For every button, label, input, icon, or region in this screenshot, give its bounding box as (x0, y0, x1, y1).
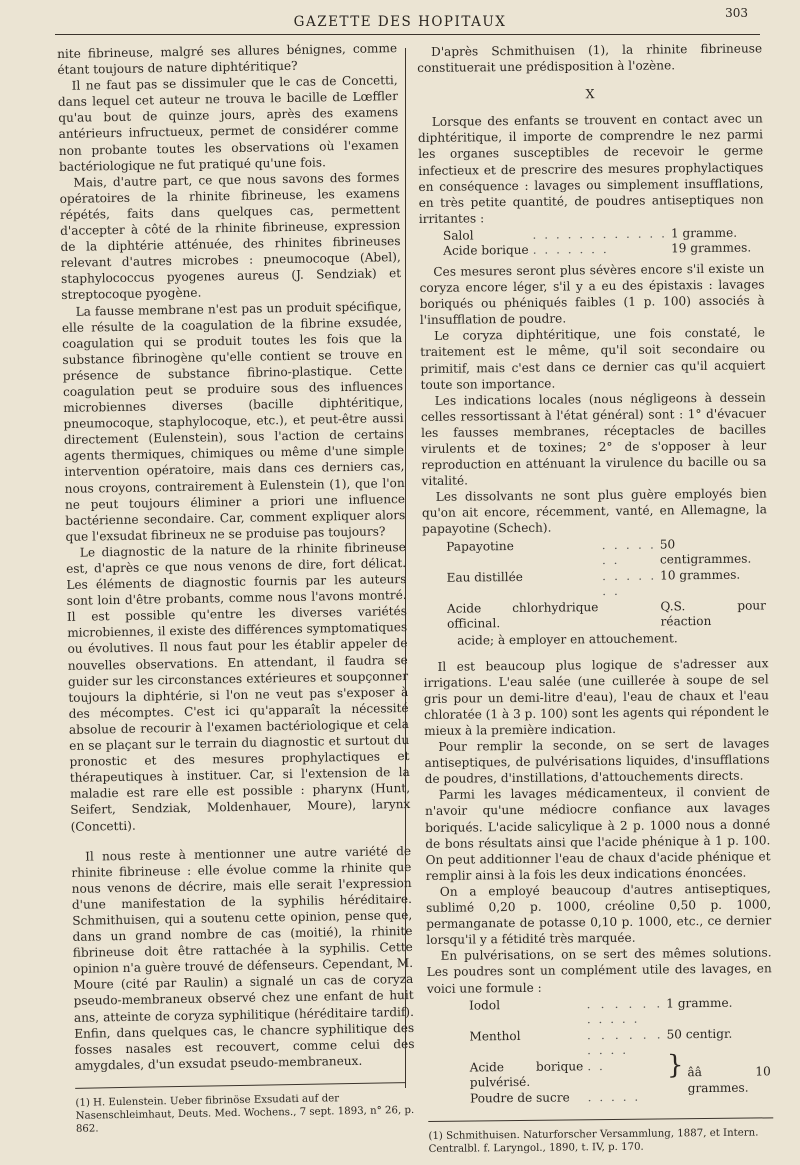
formula-table (444, 536, 768, 632)
paragraph: En pulvérisations, on se sert des mêmes solutions. Les poudres sont un complément utile des lavages, en voici une formule : (426, 945, 772, 996)
leader-dots: . . . . . . . . . . . (586, 996, 663, 1027)
paragraph: Pour remplir la seconde, on se sert de lavages antiseptiques, de pulvérisations liquides, d'insufflations de poudres, d'instillations, d'attouchements directs. (424, 736, 770, 787)
ingredient: Acide borique pulvérisé. (469, 1058, 584, 1090)
shared-quantity: ââ 10 grammes. (687, 1064, 771, 1096)
formula-row (444, 536, 767, 570)
formula-row (467, 995, 772, 1029)
paragraph: Les indications locales (nous négligeons à dessein celles ressortissant à l'état général) sont : 1° d'évacuer les fausses membranes, réceptacles de bacilles virulents et de toxines; 2° de s'opposer à leur reproduction en atténuant la virulence du bacille ou sa vitalité. (420, 390, 767, 489)
journal-title: GAZETTE DES HOPITAUX (293, 14, 507, 30)
quantity: 10 grammes. (660, 567, 741, 583)
formula-row (445, 598, 768, 632)
paragraph: Le diagnostic de la nature de la rhinite fibrineuse est, d'après ce que nous venons de dire, fort délicat. Les éléments de diagnostic fournis par les auteurs sont loin d'être probants, comme nous l'avons montré. Il est possible qu'entre les diverses variétés microbiennes, il existe des différences symptomatiques ou évolutives. Il nous faut pour les établir appeler de nouvelles observations. En attendant, il faudra se guider sur les circonstances extérieures et soupçonner toujours la diphtérie, si l'on ne veut pas s'exposer à des mécomptes. C'est ici qu'apparaît la nécessité absolue de recourir à l'examen bactériologique et cela en se plaçant sur le terrain du diagnostic et surtout du pronostic et des mesures prophylactiques et thérapeutiques à instituer. Car, si l'extension de la maladie est rare elle est possible : pharynx (Hunt, Seifert, Sendziak, Moldenhauer, Moure), larynx (Concetti). (66, 539, 411, 834)
formula-row (445, 567, 768, 601)
ingredient: Menthol (469, 1028, 521, 1044)
page-number: 303 (725, 6, 748, 20)
formula-row (467, 1026, 772, 1060)
quantity: 1 gramme. (666, 995, 733, 1011)
footnote: (1) H. Eulenstein. Ueber fibrinöse Exsudati auf der Nasenschleimhaut, Deuts. Med. Wochens., 7 sept. 1893, n° 26, p. 862. (75, 1093, 415, 1135)
paragraph: nite fibrineuse, malgré ses allures bénignes, comme étant toujours de nature diphtéritique? (57, 41, 398, 78)
formula-row (468, 1057, 773, 1091)
ingredient: Iodol (468, 997, 501, 1013)
left-column (57, 40, 416, 1136)
paragraph: D'après Schmithuisen (1), la rhinite fibrineuse constituerait une prédisposition à l'ozène. (417, 41, 763, 76)
leader-dots: . . . . . . . (532, 242, 609, 258)
leader-dots: . . (587, 1058, 605, 1073)
paragraph: Parmi les lavages médicamenteux, il convient de n'avoir qu'une médiocre confiance aux lavages boriqués. L'acide salicylique à 2 p. 1000 nous a donné de bons résultats ainsi que l'acide phénique à 1 p. 100. On peut additionner l'eau de chaux d'acide phénique et remplir ainsi à la fois les deux indications énoncées. (424, 784, 771, 883)
header-rule (55, 34, 760, 35)
ingredient: Acide borique (443, 243, 529, 259)
formula-table (441, 225, 753, 259)
quantity: Q.S. pour réaction (660, 597, 766, 629)
quantity: 19 grammes. (670, 240, 752, 256)
page-header (0, 6, 800, 30)
paragraph: Le coryza diphtéritique, une fois constaté, le traitement est le même, qu'il soit secondaire ou primitif, mais c'est dans ce dernier cas qu'il acquiert toute son importance. (420, 325, 766, 392)
paragraph: On a employé beaucoup d'autres antiseptiques, sublimé 0,20 p. 1000, créoline 0,50 p. 1000, permanganate de potasse 0,10 p. 1000, etc., ce dernier lorsqu'il y a fétidité très marquée. (425, 881, 772, 948)
quantity: 50 centigr. (666, 1026, 733, 1042)
footnote: (1) Schmithuisen. Naturforscher Versammlung, 1887, et Intern. Centralbl. f. Laryngol., 1890, t. IV, p. 170. (428, 1127, 759, 1156)
paragraph: La fausse membrane n'est pas un produit spécifique, elle résulte de la coagulation de la fibrine exsudée, coagulation qui se produit toutes les fois que la substance fibrinogène qu'elle contient se trouve en présence de substance fibrino-plastique. Cette coagulation peut se produire sous des influences microbiennes diverses (bacille diphtéritique, pneumocoque, staphylocoque, etc.), et peut-être aussi directement (Eulenstein), sous l'action de certains agents thermiques, chimiques ou même d'une simple intervention opératoire, mais dans ces derniers cas, nous croyons, contrairement à Eulenstein (1), que l'on ne peut toujours éliminer a priori une influence bactérienne secondaire. Car, comment expliquer alors que l'exsudat fibrineux ne se produise pas toujours? (61, 298, 406, 544)
formula-row (441, 241, 753, 260)
footnote-rule (428, 1117, 773, 1122)
paragraph: Les dissolvants ne sont plus guère employés bien qu'on ait encore, récemment, vanté, en Allemagne, la papayotine (Schech). (421, 486, 767, 537)
ingredient: Poudre de sucre (469, 1090, 570, 1106)
paragraph: Il nous reste à mentionner une autre variété de rhinite fibrineuse : elle évolue comme la rhinite que nous venons de décrire, mais elle serait l'expression d'une manifestation de la syphilis héréditaire. Schmithuisen, qui a soutenu cette opinion, pense que, dans un grand nombre de cas (moitié), la rhinite fibrineuse doit être rattachée à la syphilis. Cette opinion n'a guère trouvé de défenseurs. Cependant, M. Moure (cité par Raulin) a signalé un cas de coryza pseudo-membraneux observé chez une enfant de huit ans, atteinte de coryza syphilitique (héréditaire tardif). Enfin, dans quelques cas, le chancre syphilitique des fosses nasales est recouvert, comme celui des amygdales, d'un exsudat pseudo-membraneux. (71, 843, 415, 1073)
ingredient: Eau distillée (446, 569, 523, 585)
leader-dots: . . . . . (587, 1089, 641, 1104)
paragraph: Ces mesures seront plus sévères encore s'il existe un coryza encore léger, s'il y a eu des épistaxis : lavages boriqués ou phéniqués faibles (1 p. 100) associés à l'insufflation de poudre. (419, 261, 765, 328)
leader-dots: . . . . . . . (601, 537, 656, 568)
ingredient: Papayotine (446, 538, 514, 554)
footnote-rule (75, 1082, 405, 1089)
paragraph: Mais, d'autre part, ce que nous savons des formes opératoires de la rhinite fibrineuse, les examens répétés, faits dans quelques cas, permettent d'accepter à côté de la rhinite fibrineuse, expression de la diphtérie atténuée, des rhinites fibrineuses relevant d'autres microbes : pneumocoque (Abel), staphylococcus pyogenes aureus (J. Sendziak) et streptocoque pyogène. (59, 169, 402, 303)
leader-dots: . . . . . . . . . . (586, 1027, 663, 1058)
formula-table (467, 995, 773, 1107)
quantity: 1 gramme. (670, 225, 738, 241)
leader-dots: . . . . . . . . . . . . (532, 226, 667, 242)
formula-note: acide; à employer en attouchement. (457, 630, 678, 648)
paragraph: Il est beaucoup plus logique de s'adresser aux irrigations. L'eau salée (une cuillerée à soupe de sel gris pour un demi-litre d'eau), l'eau de chaux et l'eau chloratée (1 à 3 p. 100) sont les agents qui répondent le mieux à la première indication. (423, 655, 770, 738)
paragraph: Il ne faut pas se dissimuler que le cas de Concetti, dans lequel cet auteur ne trouva le bacille de Lœffler qu'au bout de quinze jours, après des examens antérieurs infructueux, permet de considérer comme non probante toutes les observations où l'examen bactériologique ne fut pratiqué qu'une fois. (57, 73, 399, 174)
paragraph: Lorsque des enfants se trouvent en contact avec un diphtéritique, il importe de comprendre le nez parmi les organes susceptibles de recevoir le germe infectieux et de prescrire des mesures prophylactiques en conséquence : lavages ou simplement insufflations, en très petite quantité, de poudres antiseptiques non irritantes : (417, 111, 764, 226)
ingredient: Acide chlorhydrique officinal. (446, 599, 599, 631)
brace: } (666, 1049, 684, 1081)
right-column (417, 40, 774, 1156)
ingredient: Salol (442, 228, 474, 243)
leader-dots: . . . . . . . (602, 568, 657, 599)
section-heading: X (585, 86, 595, 102)
quantity: 50 centigrammes. (659, 536, 752, 567)
